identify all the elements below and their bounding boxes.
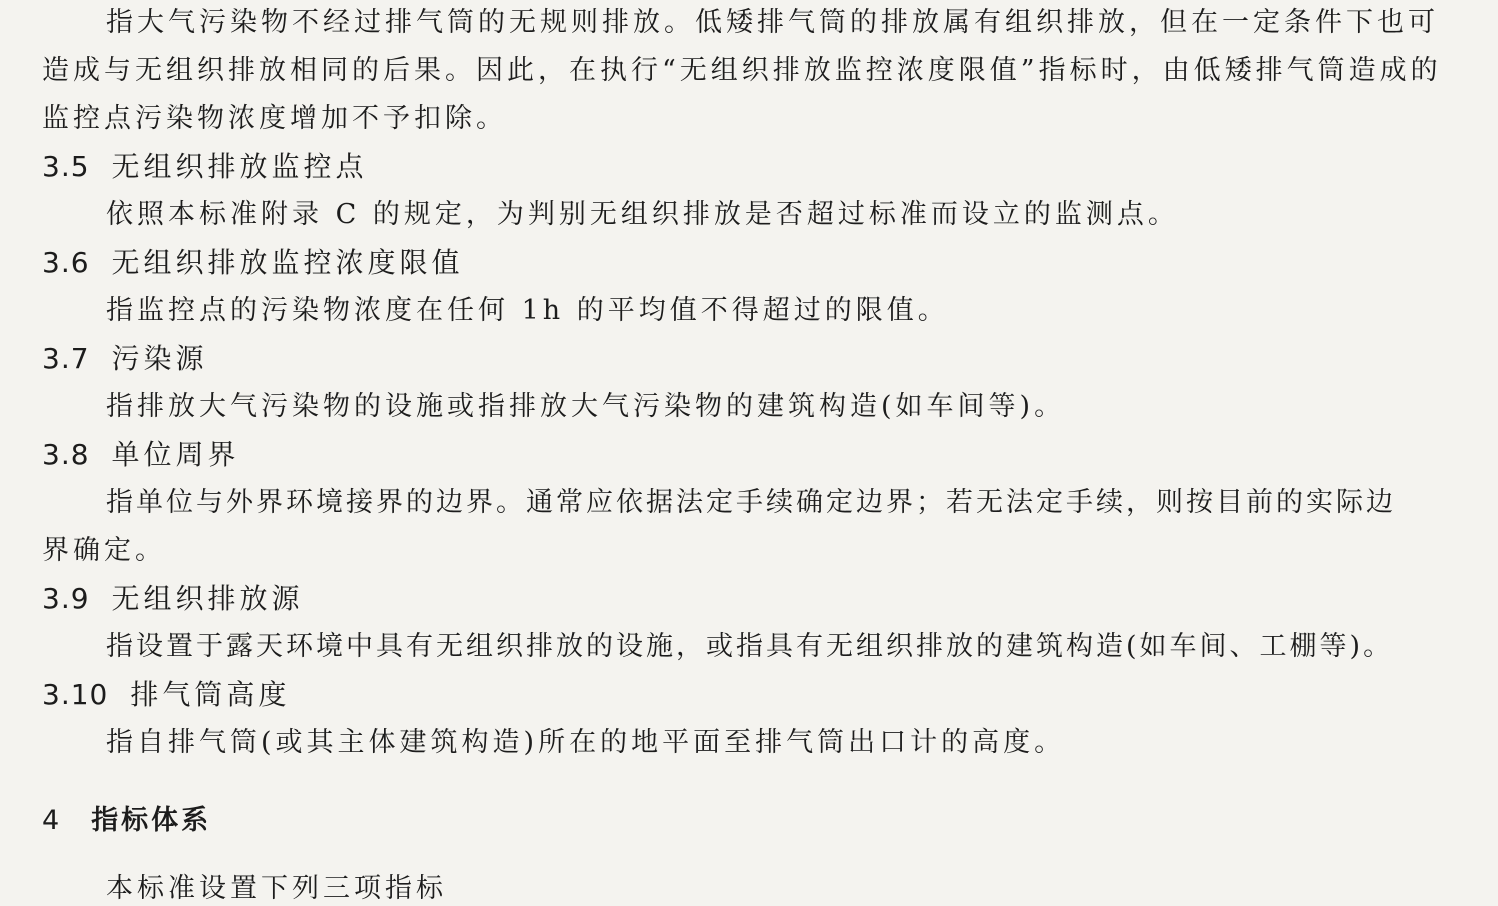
section-3-6-text: 指监控点的污染物浓度在任何 1h 的平均值不得超过的限值。 xyxy=(106,295,949,326)
section-number: 3.10 xyxy=(42,678,109,711)
section-title: 排气筒高度 xyxy=(130,678,291,711)
section-3-9-heading xyxy=(42,582,304,616)
section-3-10-heading xyxy=(42,678,290,712)
section-number: 3.7 xyxy=(42,342,90,375)
section-number: 4 xyxy=(42,805,64,836)
section-3-5-heading xyxy=(42,150,368,184)
section-title: 单位周界 xyxy=(111,438,240,471)
section-title: 无组织排放监控点 xyxy=(111,150,368,183)
section-number: 3.9 xyxy=(42,582,90,615)
section-3-10-text: 指自排气筒(或其主体建筑构造)所在的地平面至排气筒出口计的高度。 xyxy=(106,727,1066,758)
section-3-7-text: 指排放大气污染物的设施或指排放大气污染物的建筑构造(如车间等)。 xyxy=(106,391,1066,422)
section-number: 3.5 xyxy=(42,150,90,183)
intro-line-2: 造成与无组织排放相同的后果。因此，在执行“无组织排放监控浓度限值”指标时，由低矮排气筒造成的 xyxy=(42,55,1442,86)
section-3-9-text: 指设置于露天环境中具有无组织排放的设施，或指具有无组织排放的建筑构造(如车间、工棚等)。 xyxy=(106,631,1394,662)
section-title: 指标体系 xyxy=(91,805,212,836)
intro-line-1: 指大气污染物不经过排气筒的无规则排放。低矮排气筒的排放属有组织排放，但在一定条件下也可 xyxy=(106,7,1439,38)
section-3-8-text: 指单位与外界环境接界的边界。通常应依据法定手续确定边界；若无法定手续，则按目前的实际边 xyxy=(106,487,1396,518)
intro-line-3: 监控点污染物浓度增加不予扣除。 xyxy=(42,103,507,134)
section-3-8-heading xyxy=(42,438,240,472)
section-3-8-text-cont: 界确定。 xyxy=(42,535,166,566)
section-title: 污染源 xyxy=(111,342,208,375)
section-3-6-heading xyxy=(42,246,464,280)
section-number: 3.6 xyxy=(42,246,90,279)
section-3-7-heading xyxy=(42,342,208,376)
section-title: 无组织排放源 xyxy=(111,582,304,615)
section-4-heading xyxy=(42,804,211,838)
section-3-5-text: 依照本标准附录 C 的规定，为判别无组织排放是否超过标准而设立的监测点。 xyxy=(106,199,1179,230)
section-title: 无组织排放监控浓度限值 xyxy=(111,246,464,279)
section-number: 3.8 xyxy=(42,438,90,471)
cut-off-line: 本标准设置下列三项指标 xyxy=(106,873,447,904)
